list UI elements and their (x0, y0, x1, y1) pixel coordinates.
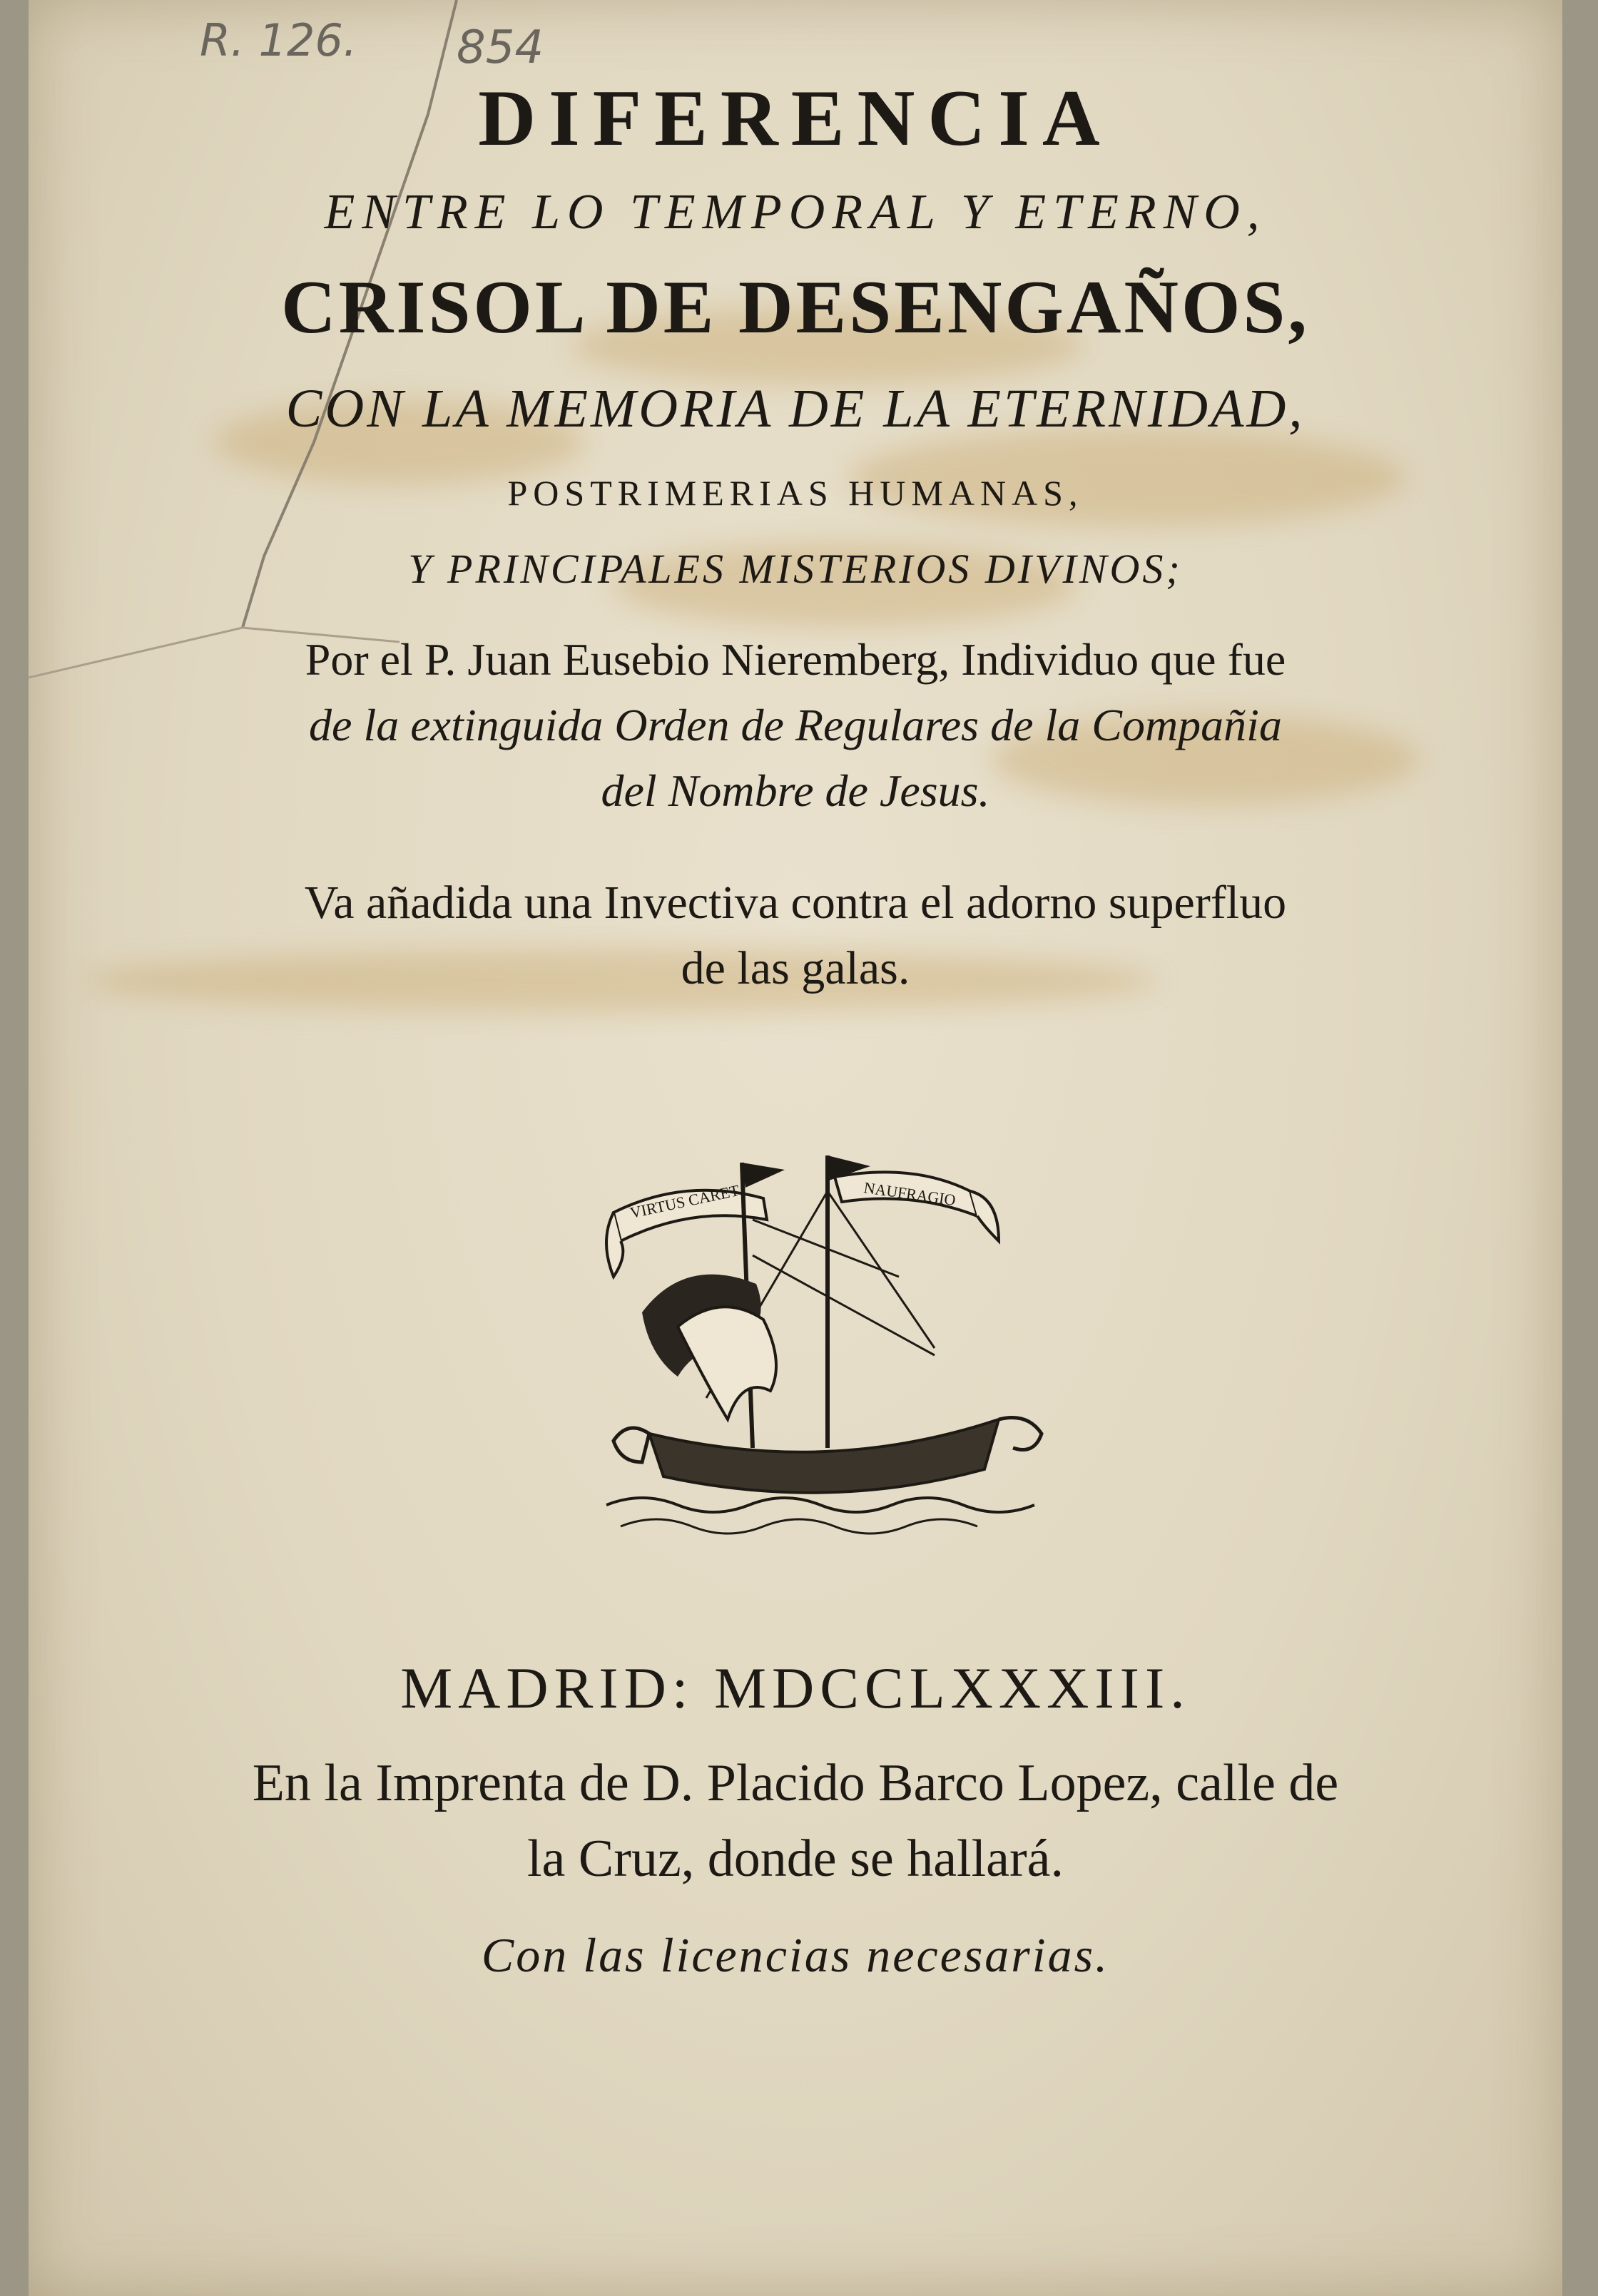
title-line-2: ENTRE LO TEMPORAL Y ETERNO, (324, 185, 1267, 240)
banner-left-text: VIRTUS CARET (628, 1181, 741, 1222)
shelfmark-right: 854 (457, 21, 544, 74)
imprint-line-2: la Cruz, donde se hallará. (526, 1830, 1064, 1888)
title-line-6: Y PRINCIPALES MISTERIOS DIVINOS; (408, 546, 1183, 592)
author-line-1 (29, 633, 1562, 686)
imprint-place-date: MADRID: MDCCLXXXIII. (400, 1655, 1191, 1720)
title-line-4: CON LA MEMORIA DE LA ETERNIDAD, (285, 379, 1306, 439)
author-line-3: del Nombre de Jesus. (601, 765, 990, 816)
title-line-3: CRISOL DE DESENGAÑOS, (281, 265, 1310, 349)
imprint-license: Con las licencias necesarias. (481, 1928, 1110, 1982)
addition-line-1: Va añadida una Invectiva contra el adorno superfluo (304, 877, 1287, 929)
banner-right-text: NAUFRAGIO (862, 1178, 957, 1209)
title-page (29, 0, 1562, 2296)
title-main: DIFERENCIA (478, 74, 1113, 163)
author-text: Por el P. Juan Eusebio Nieremberg, Individuo que fue (305, 634, 1286, 685)
addition-line-2: de las galas. (681, 942, 910, 994)
author-line-2: de la extinguida Orden de Regulares de la Compañia (309, 700, 1282, 750)
printers-emblem-ship (599, 1148, 1056, 1548)
imprint-line-1: En la Imprenta de D. Placido Barco Lopez, calle de (252, 1754, 1339, 1812)
title-line-5: POSTRIMERIAS HUMANAS, (507, 473, 1084, 513)
shelfmark-left: R. 126. (200, 14, 357, 66)
